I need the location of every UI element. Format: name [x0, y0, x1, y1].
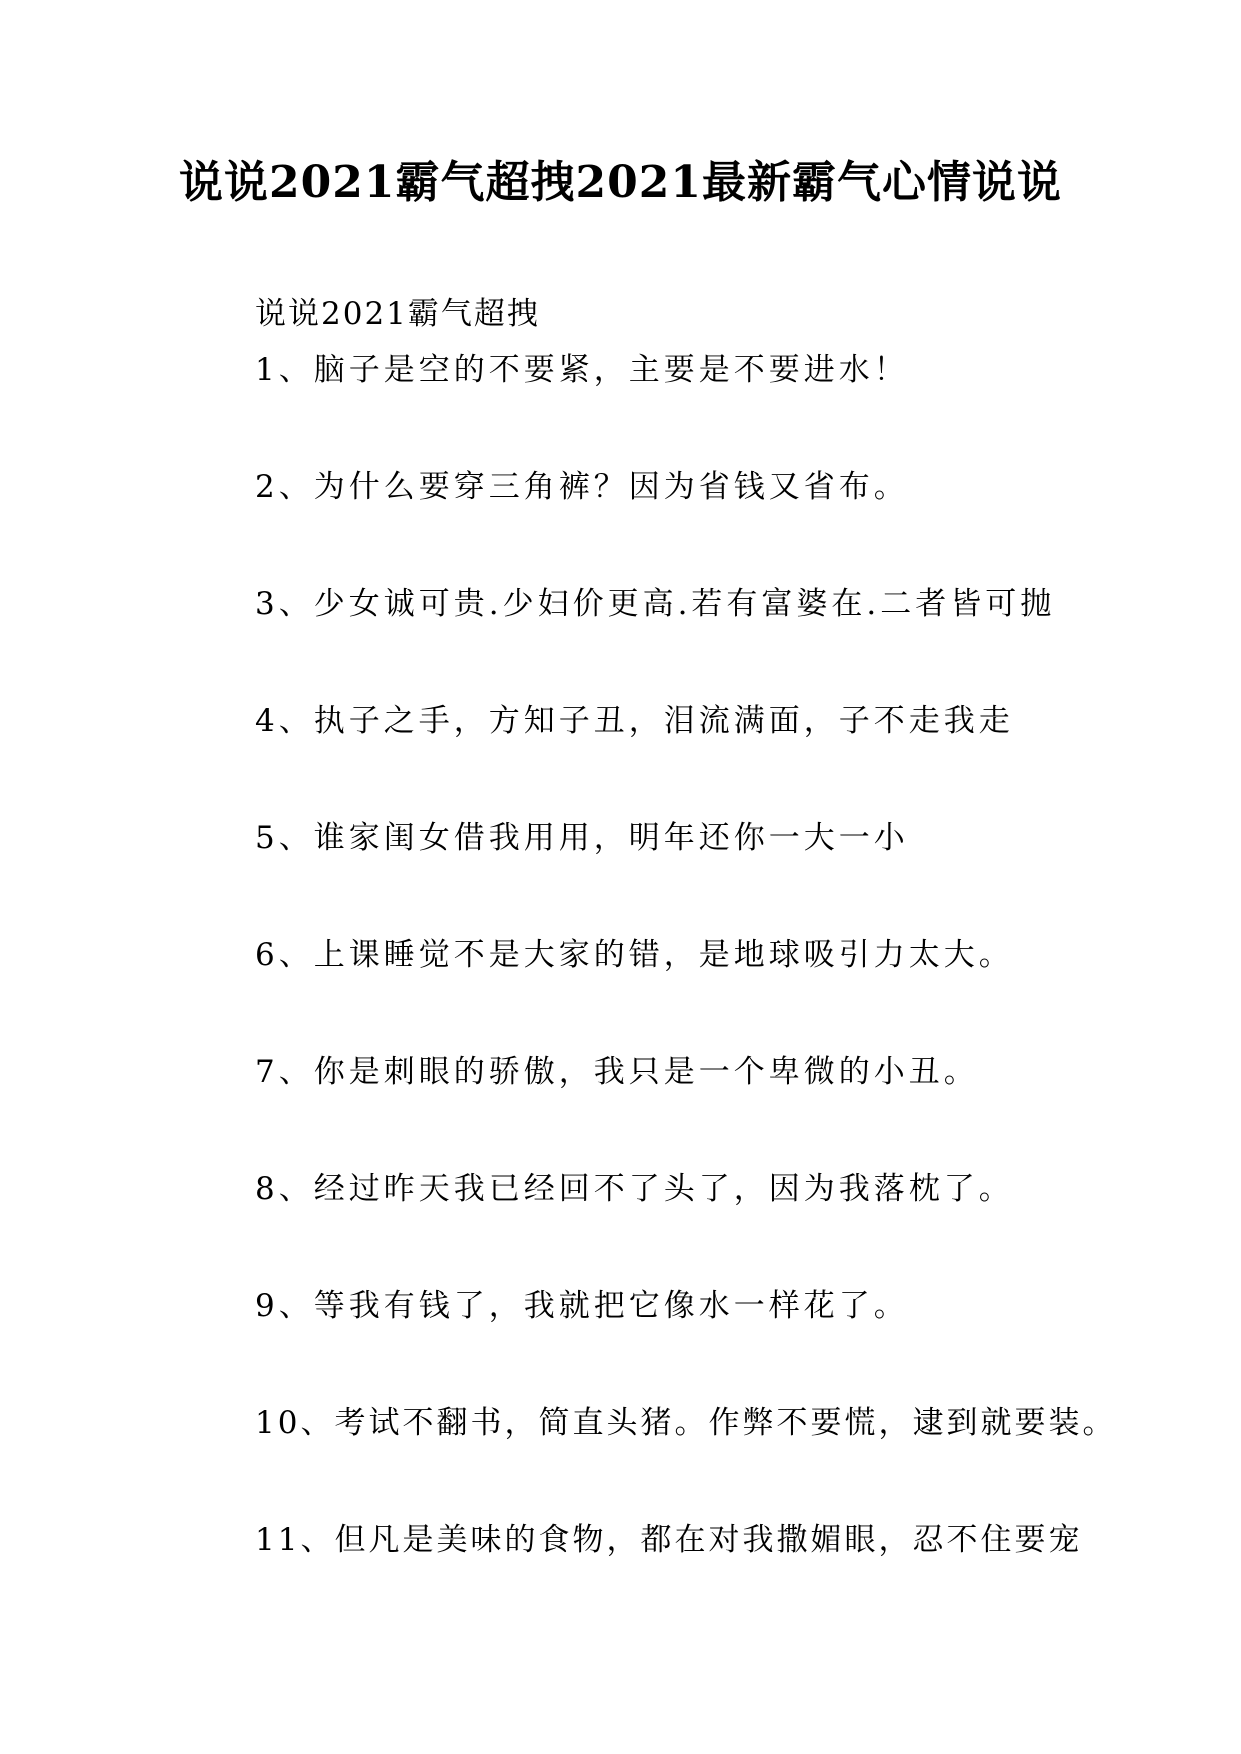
list-item: 3、少女诚可贵.少妇价更高.若有富婆在.二者皆可抛	[255, 586, 1056, 622]
section-heading: 说说2021霸气超拽	[255, 296, 540, 332]
list-item: 10、考试不翻书，简直头猪。作弊不要慌，逮到就要装。	[255, 1405, 1117, 1441]
list-item: 6、上课睡觉不是大家的错，是地球吸引力太大。	[255, 937, 1014, 973]
list-item: 5、谁家闺女借我用用，明年还你一大一小	[255, 820, 909, 856]
list-item: 1、脑子是空的不要紧，主要是不要进水！	[255, 352, 909, 388]
quote-list	[255, 345, 1116, 1632]
list-item: 11、但凡是美味的食物，都在对我撒媚眼，忍不住要宠	[255, 1522, 1083, 1558]
list-item: 2、为什么要穿三角裤？因为省钱又省布。	[255, 469, 909, 505]
list-item: 9、等我有钱了，我就把它像水一样花了。	[255, 1288, 909, 1324]
list-item: 7、你是刺眼的骄傲，我只是一个卑微的小丑。	[255, 1054, 979, 1090]
document-title: 说说2021霸气超拽2021最新霸气心情说说	[179, 157, 1062, 208]
list-item: 4、执子之手，方知子丑，泪流满面，子不走我走	[255, 703, 1014, 739]
list-item: 8、经过昨天我已经回不了头了，因为我落枕了。	[255, 1171, 1014, 1207]
